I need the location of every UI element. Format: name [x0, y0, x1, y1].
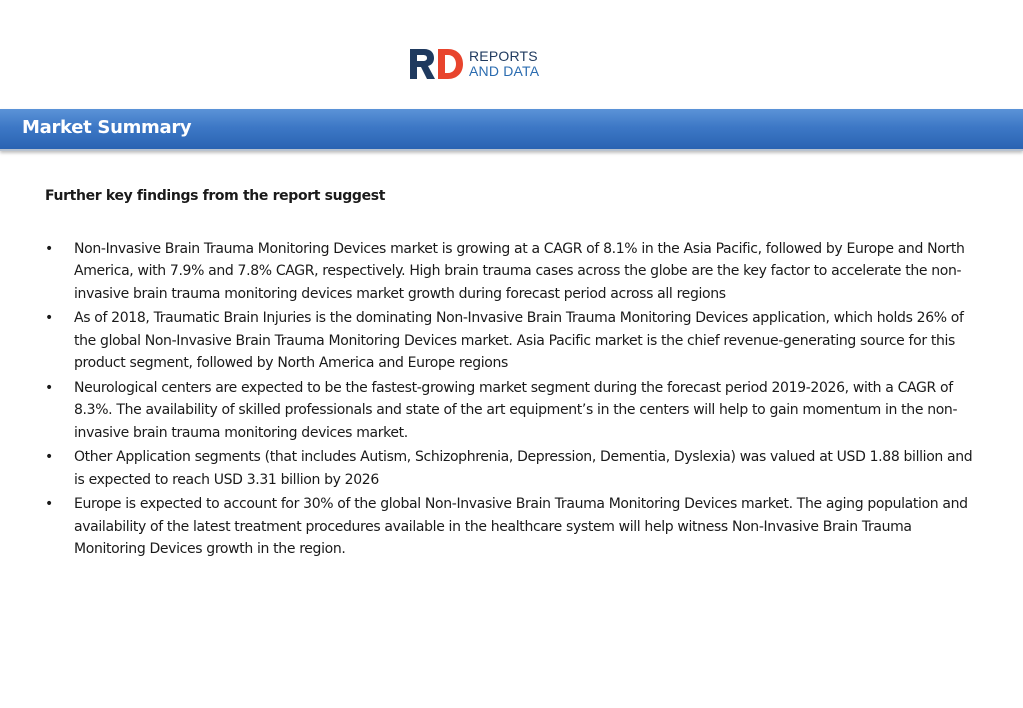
logo-text-reports: REPORTS — [469, 48, 538, 64]
bullet-icon: • — [45, 379, 53, 396]
list-item — [45, 377, 980, 445]
list-item — [45, 307, 980, 375]
bullet-icon: • — [45, 449, 53, 465]
section-banner — [0, 109, 1023, 151]
list-item-text: As of 2018, Traumatic Brain Injuries is the dominating Non-Invasive Brain Trauma Monitoring Devices application, which holds 26% of the global Non-Invasive Brain Trauma Monitoring Devices market. Asia Pacific market is the chief revenue-generating source for this product segment, followed by North America and Europe regions — [74, 310, 964, 371]
findings-lead: Further key findings from the report suggest — [45, 188, 386, 204]
rd-logo-mark-icon — [410, 49, 464, 79]
list-item-text: Neurological centers are expected to be the fastest-growing market segment during the forecast period 2019-2026, with a CAGR of 8.3%. The availability of skilled professionals and state of the art equipment’s in the centers will help to gain momentum in the non-invasive brain trauma monitoring devices market. — [74, 379, 958, 441]
list-item-text: Europe is expected to account for 30% of the global Non-Invasive Brain Trauma Monitoring Devices market. The aging population and availability of the latest treatment procedures available in the healthcare system will help witness Non-Invasive Brain Trauma Monitoring Devices growth in the region. — [74, 496, 968, 557]
summary-content — [45, 185, 980, 563]
reports-and-data-logo — [410, 48, 539, 80]
bullet-icon: • — [45, 240, 53, 257]
bullet-icon: • — [45, 496, 53, 512]
list-item — [45, 446, 980, 491]
list-item-text: Non-Invasive Brain Trauma Monitoring Devices market is growing at a CAGR of 8.1% in the Asia Pacific, followed by Europe and North America, with 7.9% and 7.8% CAGR, respectively. High brain trauma cases across the globe are the key factor to accelerate the non-invasive brain trauma monitoring devices market growth during forecast period across all regions — [74, 240, 965, 302]
bullet-icon: • — [45, 310, 53, 326]
findings-list — [45, 238, 980, 561]
logo-text-and-data: AND DATA — [469, 63, 540, 79]
section-title: Market Summary — [22, 117, 192, 138]
list-item — [45, 493, 980, 561]
list-item — [45, 238, 980, 306]
list-item-text: Other Application segments (that includes Autism, Schizophrenia, Depression, Dementia, Dyslexia) was valued at USD 1.88 billion and is expected to reach USD 3.31 billion by 2026 — [74, 449, 973, 488]
